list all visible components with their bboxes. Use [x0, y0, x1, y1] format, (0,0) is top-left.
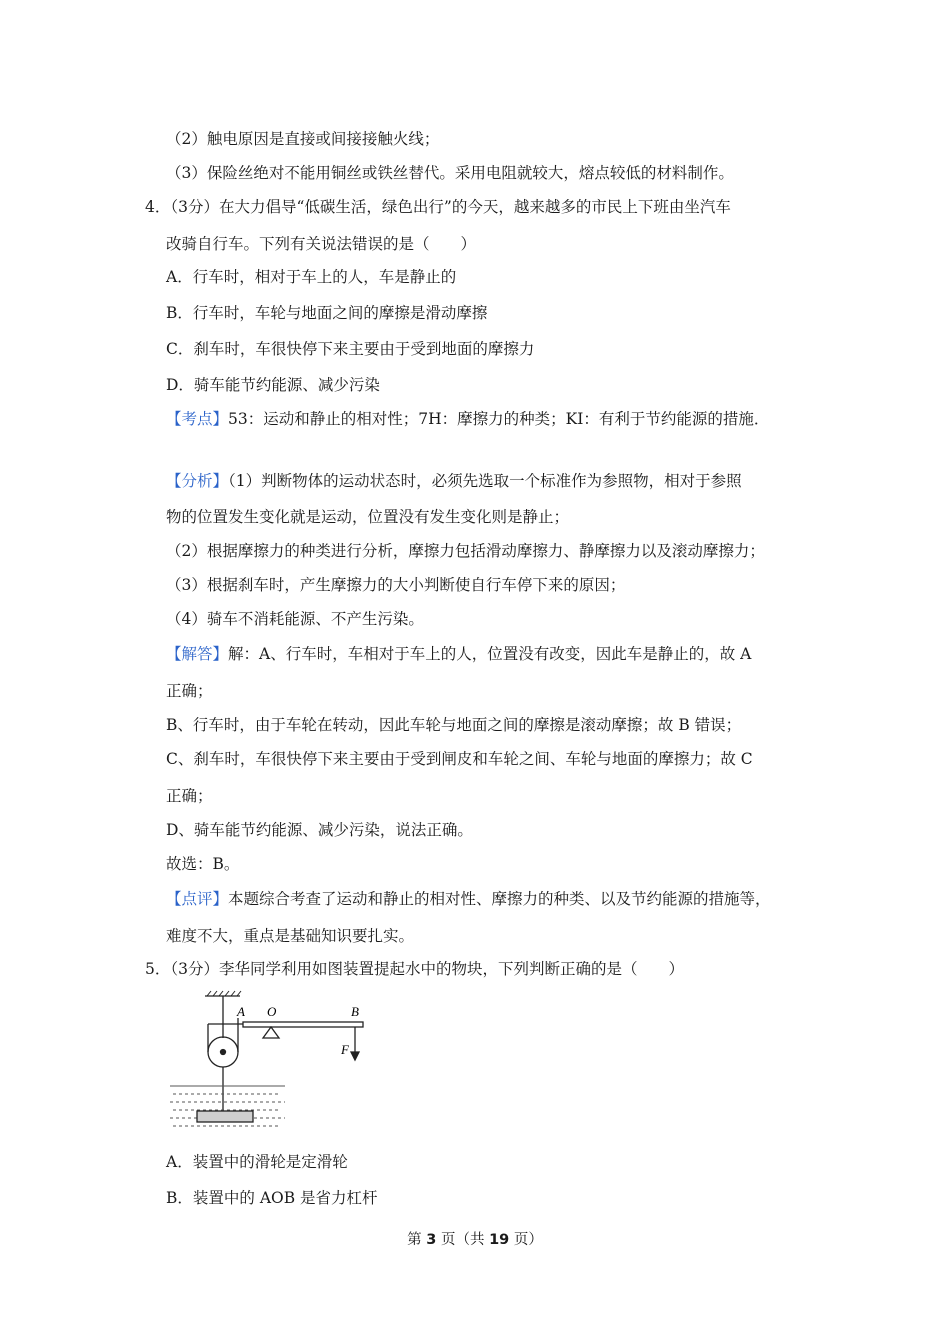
question-5-option-b: B．装置中的 AOB 是省力杠杆 [166, 1189, 378, 1207]
footer-prefix: 第 [407, 1232, 427, 1248]
fenxi-line-4: （3）根据刹车时，产生摩擦力的大小判断使自行车停下来的原因； [166, 576, 626, 594]
label-b: B [351, 1004, 359, 1019]
kaodian-line [166, 408, 769, 430]
question-4-stem-line-2: 改骑自行车。下列有关说法错误的是（ ） [166, 235, 477, 253]
kaodian-text: 53：运动和静止的相对性；7H：摩擦力的种类；KI：有利于节约能源的措施． [228, 410, 770, 428]
page-number: 3 [426, 1232, 437, 1248]
footer-suffix: 页） [509, 1232, 543, 1248]
force-arrowhead [351, 1052, 359, 1060]
question-4-option-d: D．骑车能节约能源、减少污染 [166, 376, 380, 394]
kaodian-tag: 【考点】 [166, 410, 229, 428]
question-4-option-b: B．行车时，车轮与地面之间的摩擦是滑动摩擦 [166, 304, 488, 322]
submerged-block [197, 1111, 253, 1122]
jieda-text-1: 解：A、行车时，车相对于车上的人，位置没有改变，因此车是静止的，故 A [228, 645, 752, 663]
jieda-line-6: D、骑车能节约能源、减少污染，说法正确。 [166, 821, 473, 839]
fenxi-line-5: （4）骑车不消耗能源、不产生污染。 [166, 610, 424, 628]
jieda-line-4: C、刹车时，车很快停下来主要由于受到闸皮和车轮之间、车轮与地面的摩擦力；故 C [166, 750, 753, 768]
question-4-option-a: A．行车时，相对于车上的人，车是静止的 [166, 268, 457, 286]
dianping-line-2: 难度不大，重点是基础知识要扎实。 [166, 927, 415, 945]
pulley-axle [221, 1050, 226, 1055]
dianping-line-1 [166, 888, 771, 910]
page-footer [0, 1228, 950, 1249]
dianping-text-1: 本题综合考查了运动和静止的相对性、摩擦力的种类、以及节约能源的措施等， [228, 890, 771, 908]
jieda-line-2: 正确； [166, 682, 213, 700]
fenxi-line-2: 物的位置发生变化就是运动，位置没有发生变化则是静止； [166, 508, 570, 526]
label-o: O [267, 1004, 277, 1019]
pulley-lever-diagram [165, 990, 365, 1130]
total-pages: 19 [489, 1232, 510, 1248]
label-f: F [341, 1042, 349, 1057]
prev-answer-line-3: （3）保险丝绝对不能用铜丝或铁丝替代。采用电阻就较大，熔点较低的材料制作。 [166, 164, 734, 182]
fenxi-tag: 【分析】 [166, 472, 229, 490]
prev-answer-line-2: （2）触电原因是直接或间接接触火线； [166, 130, 440, 148]
jieda-line-1 [166, 643, 751, 665]
question-4-stem-line-1: 4．（3分）在大力倡导“低碳生活，绿色出行”的今天，越来越多的市民上下班由坐汽车 [145, 198, 731, 216]
question-5-option-a: A．装置中的滑轮是定滑轮 [166, 1153, 348, 1171]
jieda-line-5: 正确； [166, 787, 213, 805]
fenxi-line-3: （2）根据摩擦力的种类进行分析，摩擦力包括滑动摩擦力、静摩擦力以及滚动摩擦力； [166, 542, 765, 560]
label-a: A [237, 1004, 245, 1019]
jieda-line-3: B、行车时，由于车轮在转动，因此车轮与地面之间的摩擦是滚动摩擦；故 B 错误； [166, 716, 742, 734]
lever-bar [243, 1022, 363, 1027]
jieda-line-7: 故选：B。 [166, 855, 240, 873]
fulcrum [263, 1027, 279, 1038]
fenxi-line-1 [166, 470, 742, 492]
ceiling-hatch [207, 991, 241, 996]
jieda-tag: 【解答】 [166, 645, 229, 663]
dianping-tag: 【点评】 [166, 890, 229, 908]
fenxi-text-1: （1）判断物体的运动状态时，必须先选取一个标准作为参照物，相对于参照 [228, 472, 742, 490]
footer-middle: 页（共 [436, 1232, 490, 1248]
question-5-stem: 5．（3分）李华同学利用如图装置提起水中的物块，下列判断正确的是（ ） [145, 960, 684, 978]
question-4-option-c: C．刹车时，车很快停下来主要由于受到地面的摩擦力 [166, 340, 535, 358]
